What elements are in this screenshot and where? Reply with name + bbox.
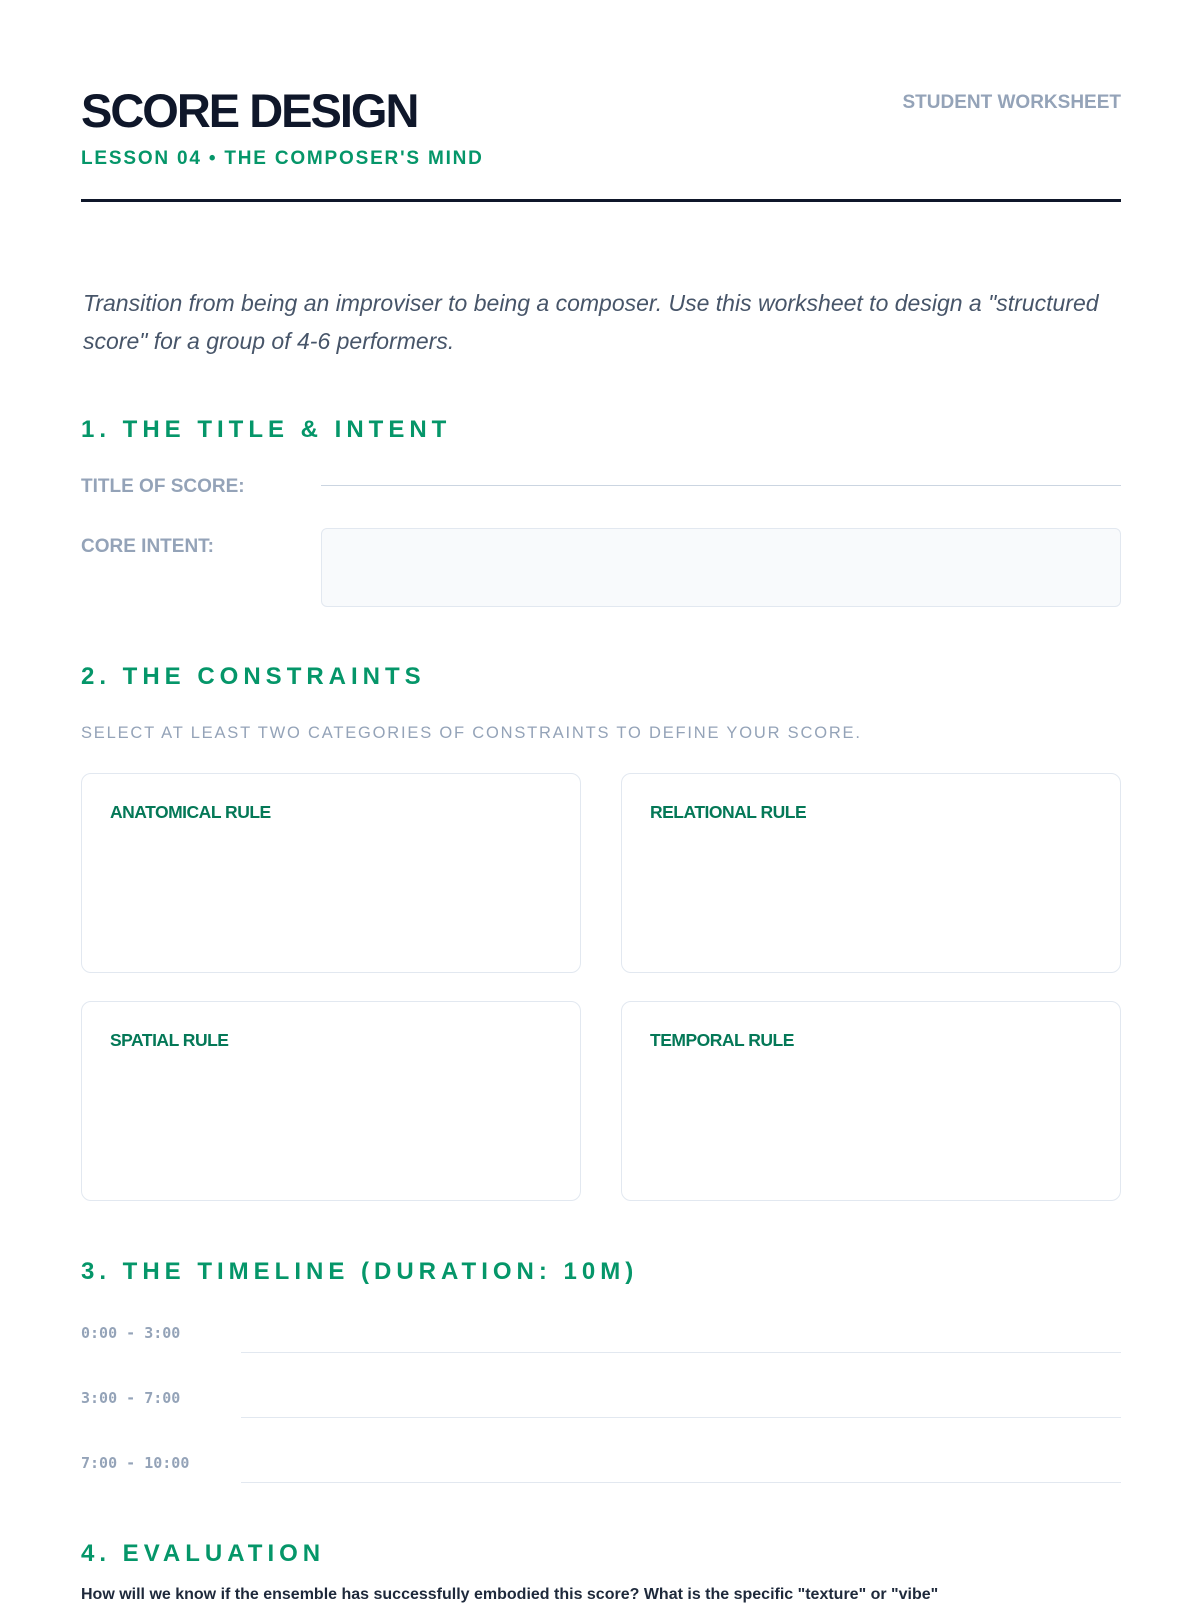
intro-text: Transition from being an improviser to being a composer. Use this worksheet to design a "structured score" for a group of 4-6 performers. (83, 290, 1099, 354)
header-divider (81, 199, 1121, 202)
timeline-row-label: 0:00 - 3:00 (81, 1324, 181, 1342)
worksheet-page (81, 0, 1121, 1603)
spatial-rule-card[interactable] (81, 1001, 581, 1201)
timeline-row-input[interactable] (241, 1417, 1121, 1418)
timeline-row-input[interactable] (241, 1482, 1121, 1483)
page-title: SCORE DESIGN (81, 84, 418, 137)
card-label: ANATOMICAL RULE (110, 802, 271, 822)
card-label: TEMPORAL RULE (650, 1030, 794, 1050)
section-title-intent: 1. THE TITLE & INTENT (81, 416, 452, 443)
card-label: RELATIONAL RULE (650, 802, 807, 822)
title-of-score-input[interactable] (321, 485, 1121, 486)
core-intent-input[interactable] (321, 528, 1121, 607)
section-title-constraints: 2. THE CONSTRAINTS (81, 663, 426, 690)
core-intent-label: CORE INTENT: (81, 536, 214, 557)
timeline-row-input[interactable] (241, 1352, 1121, 1353)
evaluation-question: How will we know if the ensemble has successfully embodied this score? What is the specific "texture" or "vibe" (81, 1586, 939, 1603)
timeline-row-label: 3:00 - 7:00 (81, 1389, 181, 1407)
card-label: SPATIAL RULE (110, 1030, 229, 1050)
relational-rule-card[interactable] (621, 773, 1121, 973)
timeline-row-label: 7:00 - 10:00 (81, 1454, 190, 1472)
worksheet-header (81, 84, 1121, 204)
temporal-rule-card[interactable] (621, 1001, 1121, 1201)
constraints-hint: SELECT AT LEAST TWO CATEGORIES OF CONSTRAINTS TO DEFINE YOUR SCORE. (81, 724, 862, 742)
anatomical-rule-card[interactable] (81, 773, 581, 973)
section-title-timeline: 3. THE TIMELINE (DURATION: 10M) (81, 1258, 639, 1285)
document-type-label: STUDENT WORKSHEET (902, 92, 1121, 113)
lesson-subtitle: LESSON 04 • THE COMPOSER'S MIND (81, 148, 484, 169)
section-title-evaluation: 4. EVALUATION (81, 1540, 326, 1567)
title-of-score-label: TITLE OF SCORE: (81, 476, 245, 497)
